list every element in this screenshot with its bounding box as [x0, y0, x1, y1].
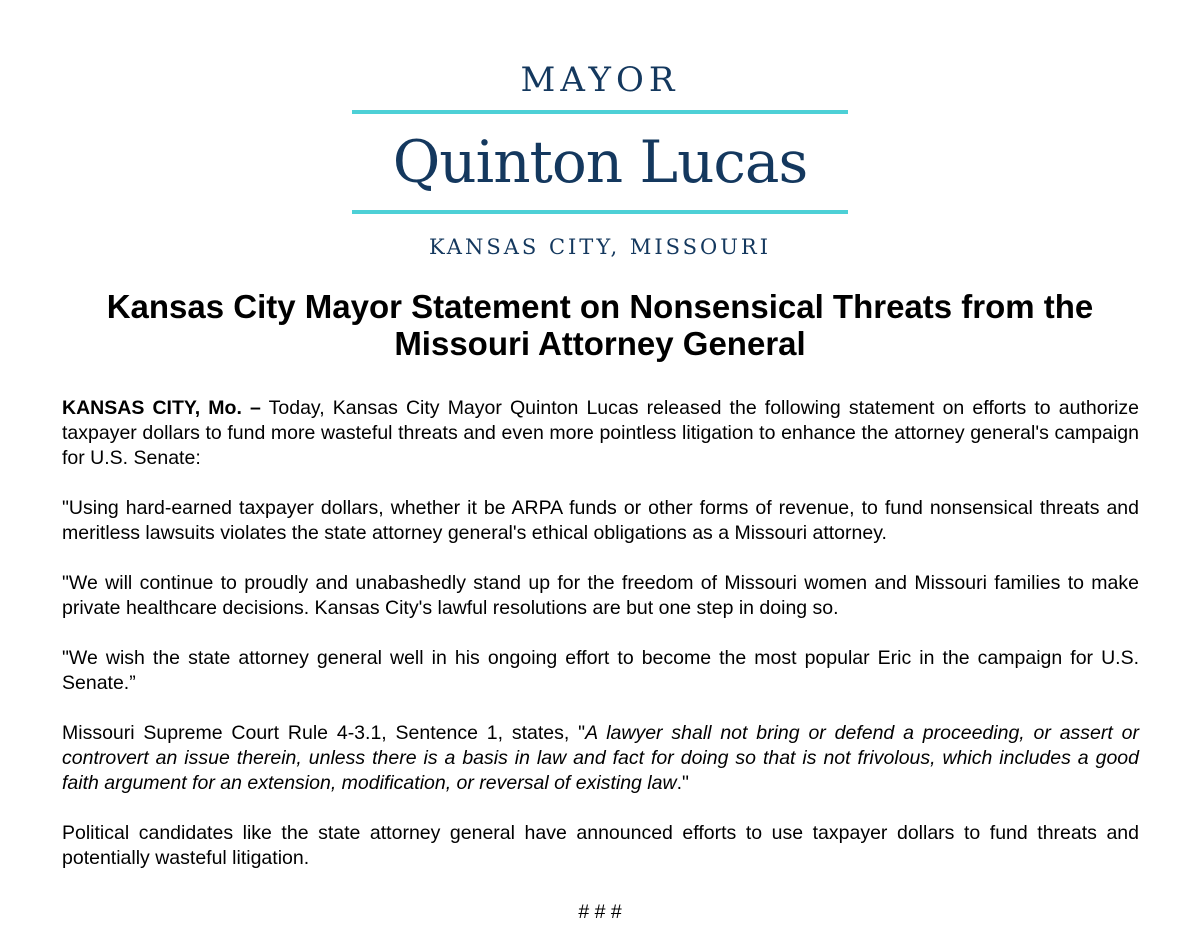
rule-end: ." — [676, 772, 689, 794]
end-mark: # # # — [578, 901, 622, 923]
logo-bottom-rule — [352, 210, 848, 214]
dateline: KANSAS CITY, Mo. – — [62, 397, 261, 419]
intro-text: Today, Kansas City Mayor Quinton Lucas released the following statement on efforts to authorize taxpayer dollars to fund more wasteful threats and even more pointless litigation to enhance the attorney general's campaign for U.S. Senate: — [62, 397, 1139, 469]
quote-paragraph-3: "We wish the state attorney general well in his ongoing effort to become the most popular Eric in the campaign for U.S. Senate.” — [62, 647, 1139, 694]
quote-paragraph-2: "We will continue to proudly and unabashedly stand up for the freedom of Missouri women and Missouri families to make private healthcare decisions. Kansas City's lawful resolutions are but one step in doing so. — [62, 572, 1139, 619]
closing-paragraph: Political candidates like the state attorney general have announced efforts to use taxpayer dollars to fund threats and potentially wasteful litigation. — [62, 822, 1139, 869]
rule-quote: A lawyer shall not bring or defend a proceeding, or assert or controvert an issue therein, unless there is a basis in law and fact for doing so that is not frivolous, which includes a good faith argument for an extension, modification, or reversal of existing law — [62, 722, 1139, 794]
press-release-headline — [40, 288, 1160, 362]
logo-name-text: Quinton Lucas — [392, 128, 808, 196]
quote-paragraph-1: "Using hard-earned taxpayer dollars, whether it be ARPA funds or other forms of revenue, to fund nonsensical threats and meritless lawsuits violates the state attorney general's ethical obligations as a Missouri attorney. — [62, 497, 1139, 544]
logo-city-text: KANSAS CITY, MISSOURI — [428, 235, 772, 259]
logo-mayor-text: MAYOR — [520, 60, 680, 100]
logo-top-rule — [352, 110, 848, 114]
rule-paragraph — [62, 721, 1139, 796]
press-release-body — [62, 396, 1139, 896]
rule-intro: Missouri Supreme Court Rule 4-3.1, Sentence 1, states, " — [62, 722, 586, 744]
headline-line-2: Missouri Attorney General — [394, 325, 806, 362]
intro-paragraph — [62, 396, 1139, 471]
headline-line-1: Kansas City Mayor Statement on Nonsensical Threats from the — [106, 288, 1094, 325]
mayor-logo — [352, 58, 848, 268]
